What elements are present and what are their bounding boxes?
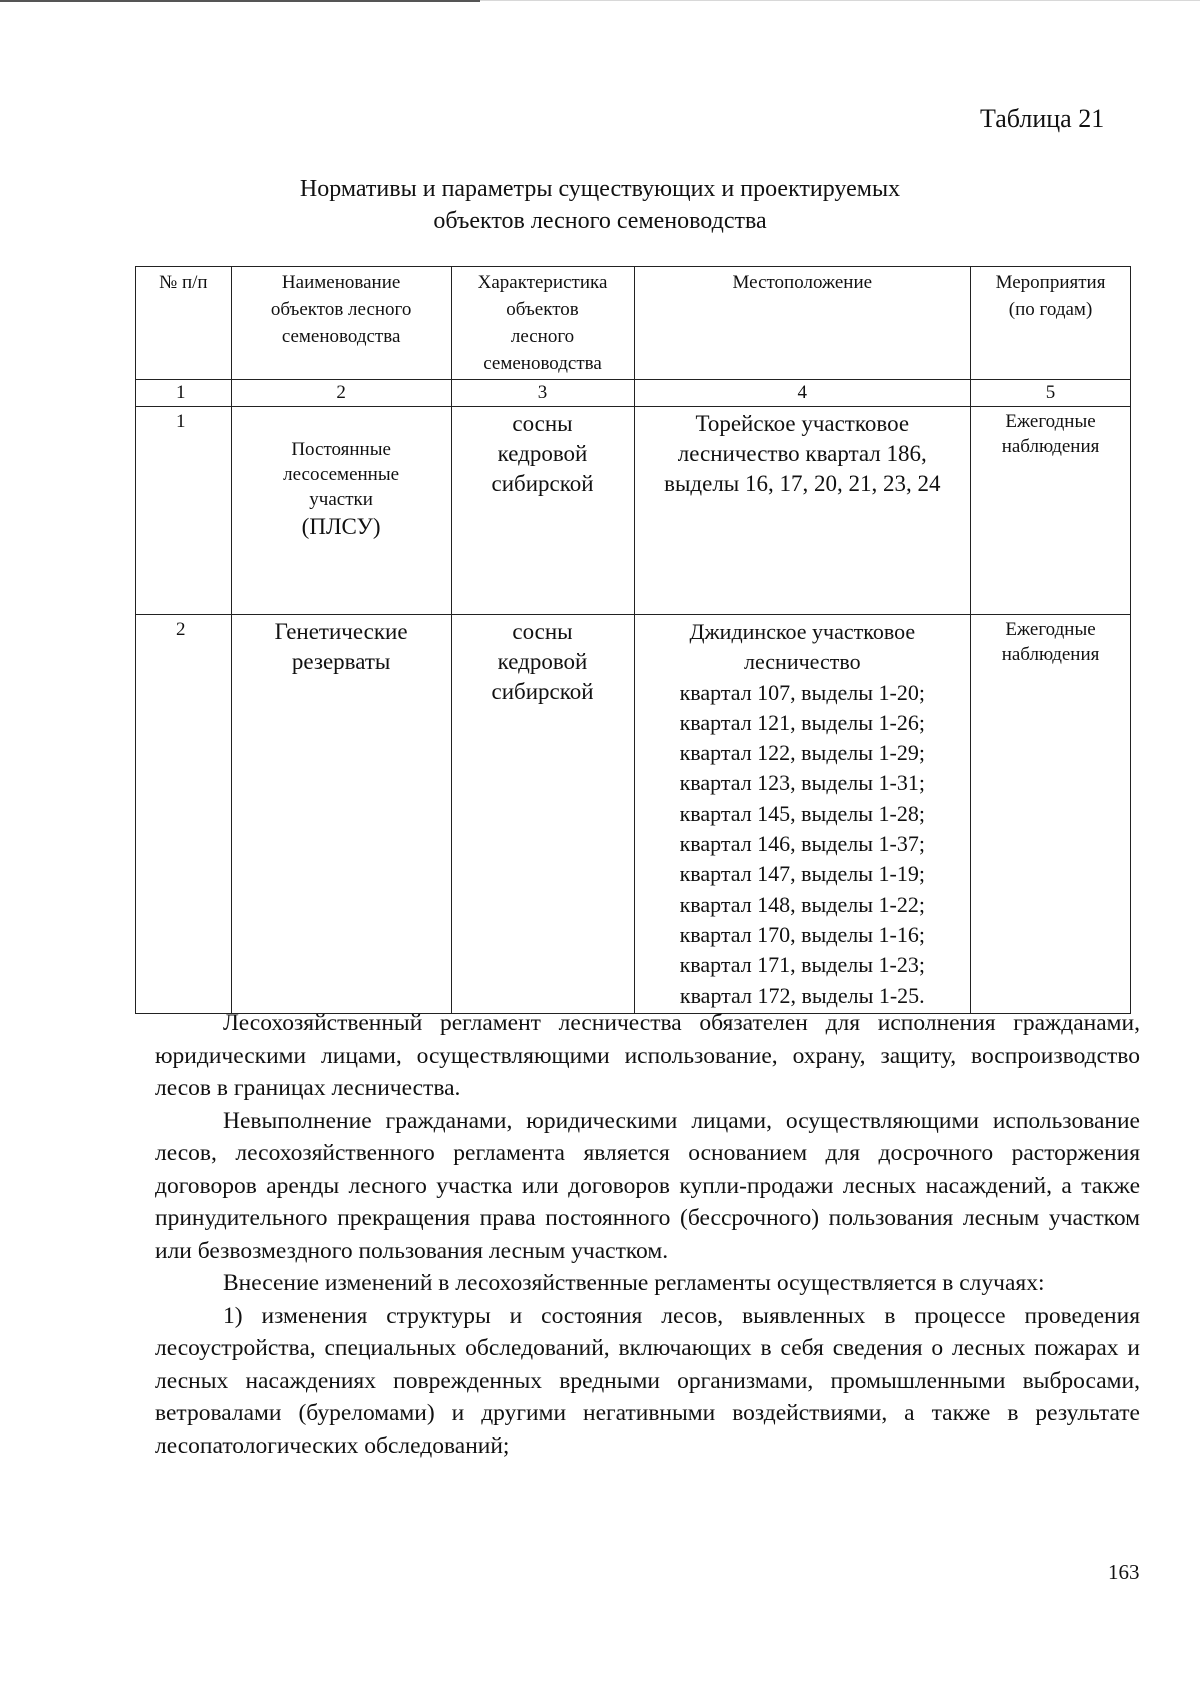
table-header-row <box>136 267 1131 380</box>
scan-edge-mark <box>0 0 480 2</box>
row-num: 2 <box>136 615 232 1014</box>
table-row <box>136 407 1131 615</box>
column-number: 5 <box>971 380 1131 407</box>
table-caption <box>250 173 950 237</box>
paragraph: Невыполнение гражданами, юридическими лицами, осуществляющими использование лесов, лесохозяйственного регламента является основанием для досрочного расторжения договоров аренды лесного участка или договоров купли-продажи лесных насаждений, а также принудительного прекращения права постоянного (бессрочного) пользования лесным участком или безвозмездного пользования лесным участком. <box>155 1107 1140 1264</box>
column-number: 1 <box>136 380 232 407</box>
activities-cell: Ежегодные наблюдения <box>971 407 1131 615</box>
header-location: Местоположение <box>634 267 971 380</box>
location-cell: Торейское участковое лесничество квартал 186, выделы 16, 17, 20, 21, 23, 24 <box>634 407 971 615</box>
object-name-cell: Генетические резерваты <box>231 615 451 1014</box>
caption-line-2: объектов лесного семеноводства <box>433 208 767 234</box>
table-row <box>136 615 1131 1014</box>
page-number: 163 <box>1108 1560 1140 1584</box>
paragraph: Лесохозяйственный регламент лесничества обязателен для исполнения гражданами, юридическими лицами, осуществляющими использование, охрану, защиту, воспроизводство лесов в границах лесничества. <box>155 1010 1140 1101</box>
row-num: 1 <box>136 407 232 615</box>
activities-cell: Ежегодные наблюдения <box>971 615 1131 1014</box>
caption-line-1: Нормативы и параметры существующих и проектируемых <box>299 176 901 202</box>
paragraph: 1) изменения структуры и состояния лесов, выявленных в процессе проведения лесоустройства, специальных обследований, включающих в себя сведения о лесных пожарах и лесных насаждениях поврежденных вредными организмами, промышленными выбросами, ветровалами (буреломами) и другими негативными воздействиями, а также в результате лесопатологических обследований; <box>155 1302 1140 1459</box>
location-cell: Джидинское участковое лесничество квартал 107, выделы 1-20; квартал 121, выделы 1-26; квартал 122, выделы 1-29; квартал 123, выделы 1-31; квартал 145, выделы 1-28; квартал 146, выделы 1-37; квартал 147, выделы 1-19; квартал 148, выделы 1-22; квартал 170, выделы 1-16; квартал 171, выделы 1-23; квартал 172, выделы 1-25. <box>634 615 971 1014</box>
table-label: Таблица 21 <box>980 104 1105 133</box>
characteristic-cell: сосны кедровой сибирской <box>451 407 634 615</box>
column-number: 2 <box>231 380 451 407</box>
column-number: 4 <box>634 380 971 407</box>
column-number: 3 <box>451 380 634 407</box>
paragraph: Внесение изменений в лесохозяйственные регламенты осуществляется в случаях: <box>223 1270 1045 1296</box>
body-text <box>155 1007 1140 1462</box>
column-number-row <box>136 380 1131 407</box>
object-name-cell: Постоянные лесосеменные участки (ПЛСУ) <box>231 407 451 615</box>
seed-objects-table <box>135 266 1131 1014</box>
header-num: № п/п <box>136 267 232 380</box>
header-activities: Мероприятия (по годам) <box>971 267 1131 380</box>
header-name: Наименование объектов лесного семеноводства <box>231 267 451 380</box>
header-characteristic: Характеристика объектов лесного семеноводства <box>451 267 634 380</box>
characteristic-cell: сосны кедровой сибирской <box>451 615 634 1014</box>
